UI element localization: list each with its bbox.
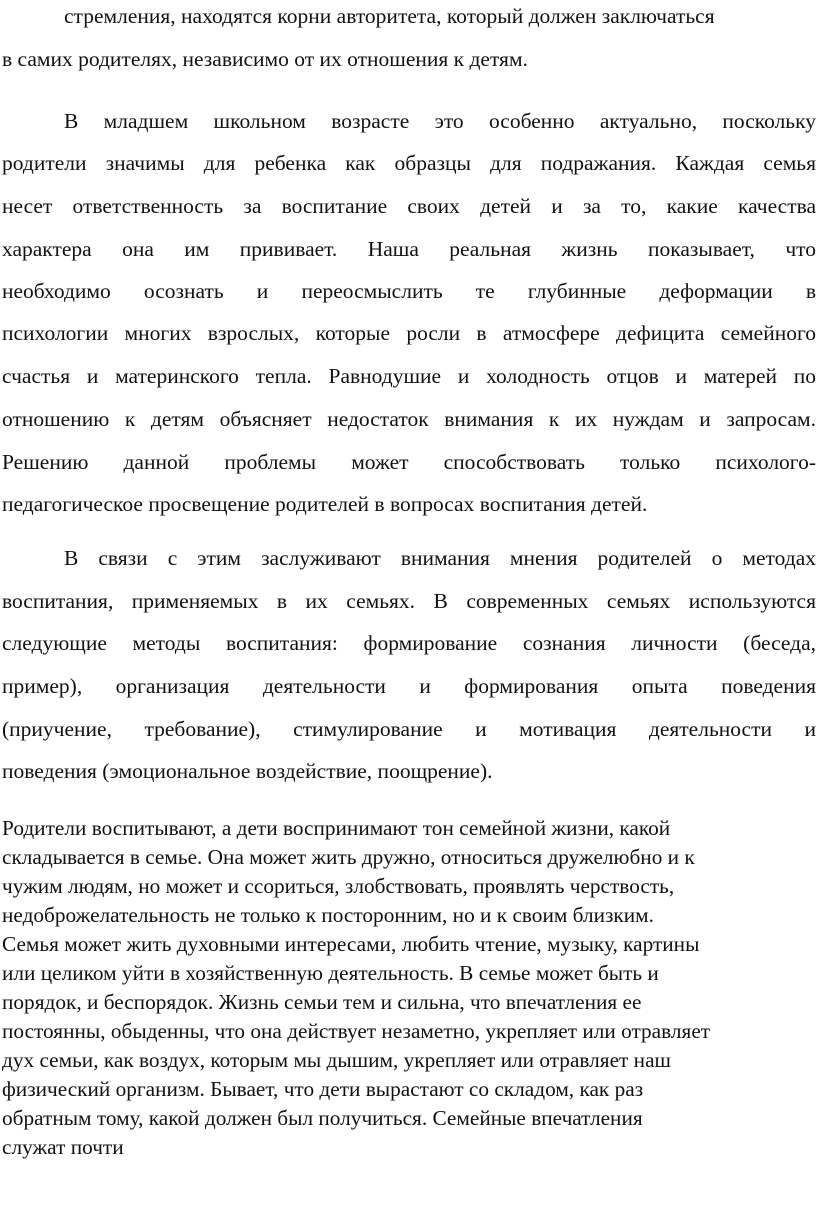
text-line: физический организм. Бывает, что дети вырастают со складом, как раз — [2, 1077, 644, 1101]
text-line: необходимо осознать и переосмыслить те глубинные деформации в — [2, 279, 816, 303]
text-line: В связи с этим заслуживают внимания мнения родителей о методах — [64, 546, 816, 570]
text-line: Решению данной проблемы может способствовать только психолого- — [2, 450, 816, 474]
text-line: порядок, и беспорядок. Жизнь семьи тем и сильна, что впечатления ее — [2, 990, 642, 1014]
text-line: характера она им прививает. Наша реальная жизнь показывает, что — [2, 237, 816, 261]
text-line: педагогическое просвещение родителей в вопросах воспитания детей. — [2, 492, 648, 516]
text-line: пример), организация деятельности и формирования опыта поведения — [2, 674, 816, 698]
text-line: воспитания, применяемых в их семьях. В современных семьях используются — [2, 589, 816, 613]
text-line: В младшем школьном возрасте это особенно актуально, поскольку — [64, 109, 816, 133]
text-line: счастья и материнского тепла. Равнодушие и холодность отцов и матерей по — [2, 364, 816, 388]
text-line: родители значимы для ребенка как образцы для подражания. Каждая семья — [2, 151, 816, 175]
text-line: или целиком уйти в хозяйственную деятельность. В семье может быть и — [2, 961, 659, 985]
text-line: служат почти — [2, 1135, 124, 1159]
text-line: в самих родителях, независимо от их отношения к детям. — [2, 47, 528, 71]
text-line: постоянны, обыденны, что она действует незаметно, укрепляет или отравляет — [2, 1019, 711, 1043]
text-line: несет ответственность за воспитание своих детей и за то, какие качества — [2, 194, 816, 218]
text-line: психологии многих взрослых, которые росли в атмосфере дефицита семейного — [2, 321, 816, 345]
text-line: отношению к детям объясняет недостаток внимания к их нуждам и запросам. — [2, 407, 816, 431]
text-line: поведения (эмоциональное воздействие, поощрение). — [2, 759, 493, 783]
text-line: стремления, находятся корни авторитета, который должен заключаться — [64, 4, 715, 28]
text-line: следующие методы воспитания: формирование сознания личности (беседа, — [2, 631, 816, 655]
text-line: недоброжелательность не только к посторонним, но и к своим близким. — [2, 903, 654, 927]
text-line: обратным тому, какой должен был получиться. Семейные впечатления — [2, 1106, 643, 1130]
text-line: Семья может жить духовными интересами, любить чтение, музыку, картины — [2, 932, 700, 956]
text-line: дух семьи, как воздух, которым мы дышим, укрепляет или отравляет наш — [2, 1048, 671, 1072]
text-line: Родители воспитывают, а дети воспринимают тон семейной жизни, какой — [2, 816, 671, 840]
text-line: (приучение, требование), стимулирование и мотивация деятельности и — [2, 717, 816, 741]
text-line: складывается в семье. Она может жить дружно, относиться дружелюбно и к — [2, 845, 695, 869]
text-line: чужим людям, но может и ссориться, злобствовать, проявлять черствость, — [2, 874, 675, 898]
